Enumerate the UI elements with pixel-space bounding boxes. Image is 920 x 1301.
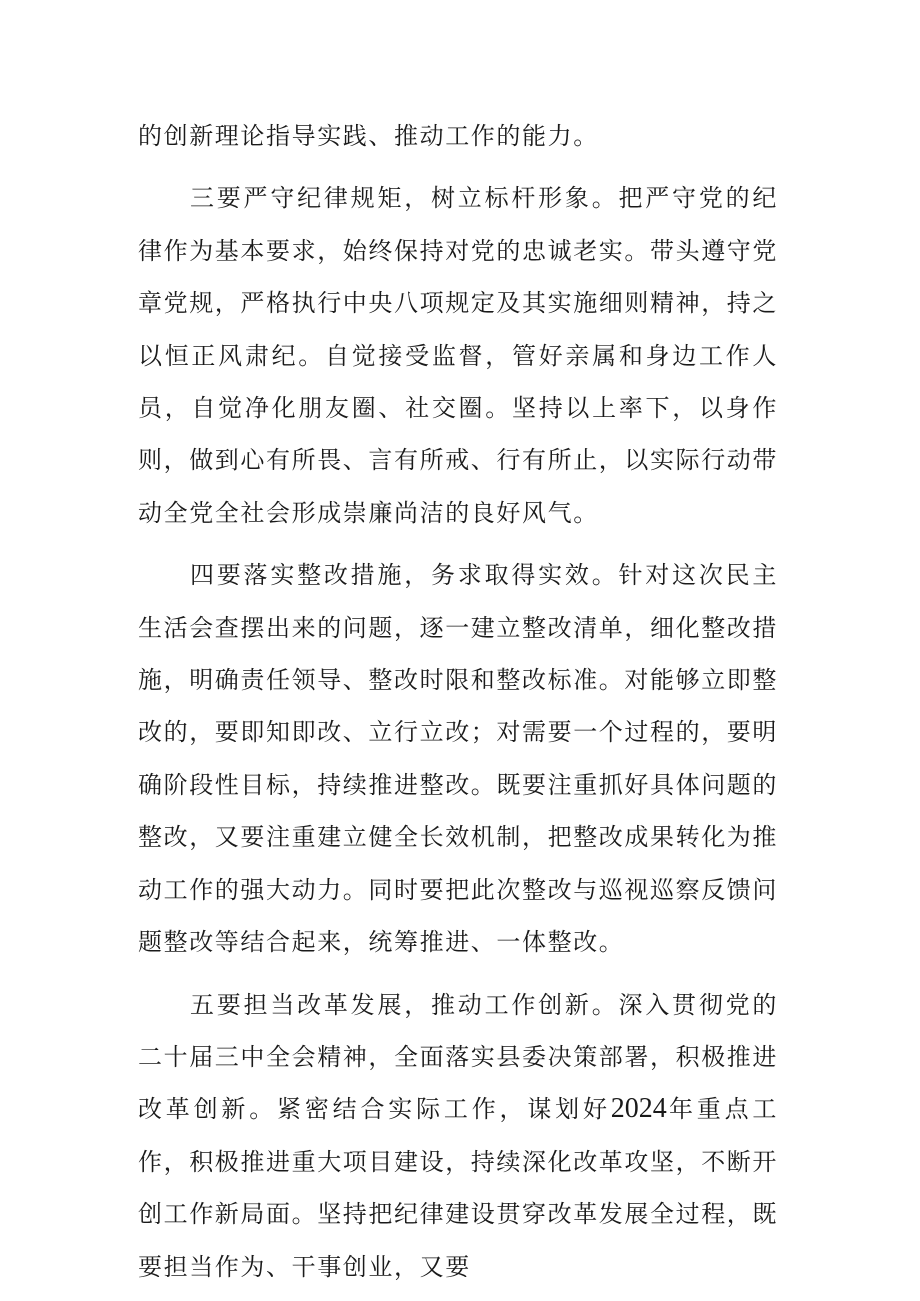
document-body xyxy=(138,110,778,1293)
paragraph-reform-text-start: 五要担当改革发展，推动工作创新。深入贯彻党的二十届三中全会精神，全面落实县委决策部署，积极推进改革创新。紧密结合实际工作，谋划好 xyxy=(138,990,778,1124)
paragraph-continuation: 的创新理论指导实践、推动工作的能力。 xyxy=(138,122,599,150)
paragraph-discipline: 三要严守纪律规矩，树立标杆形象。把严守党的纪律作为基本要求，始终保持对党的忠诚老实。带头遵守党章党规，严格执行中央八项规定及其实施细则精神，持之以恒正风肃纪。自觉接受监督，管好亲属和身边工作人员，自觉净化朋友圈、社交圈。坚持以上率下，以身作则，做到心有所畏、言有所戒、行有所止，以实际行动带动全党全社会形成崇廉尚洁的良好风气。 xyxy=(138,184,778,527)
paragraph-reform-text-end: 年重点工作，积极推进重大项目建设，持续深化改革攻坚，不断开创工作新局面。坚持把纪律建设贯穿改革发展全过程，既要担当作为、干事创业，又要 xyxy=(138,1095,779,1281)
paragraph-rectification: 四要落实整改措施，务求取得实效。针对这次民主生活会查摆出来的问题，逐一建立整改清单，细化整改措施，明确责任领导、整改时限和整改标准。对能够立即整改的，要即知即改、立行立改；对需要一个过程的，要明确阶段性目标，持续推进整改。既要注重抓好具体问题的整改，又要注重建立健全长效机制，把整改成果转化为推动工作的强大动力。同时要把此次整改与巡视巡察反馈问题整改等结合起来，统筹推进、一体整改。 xyxy=(138,561,778,957)
year-number: 2024 xyxy=(610,1093,667,1125)
paragraph-reform xyxy=(138,979,778,1293)
